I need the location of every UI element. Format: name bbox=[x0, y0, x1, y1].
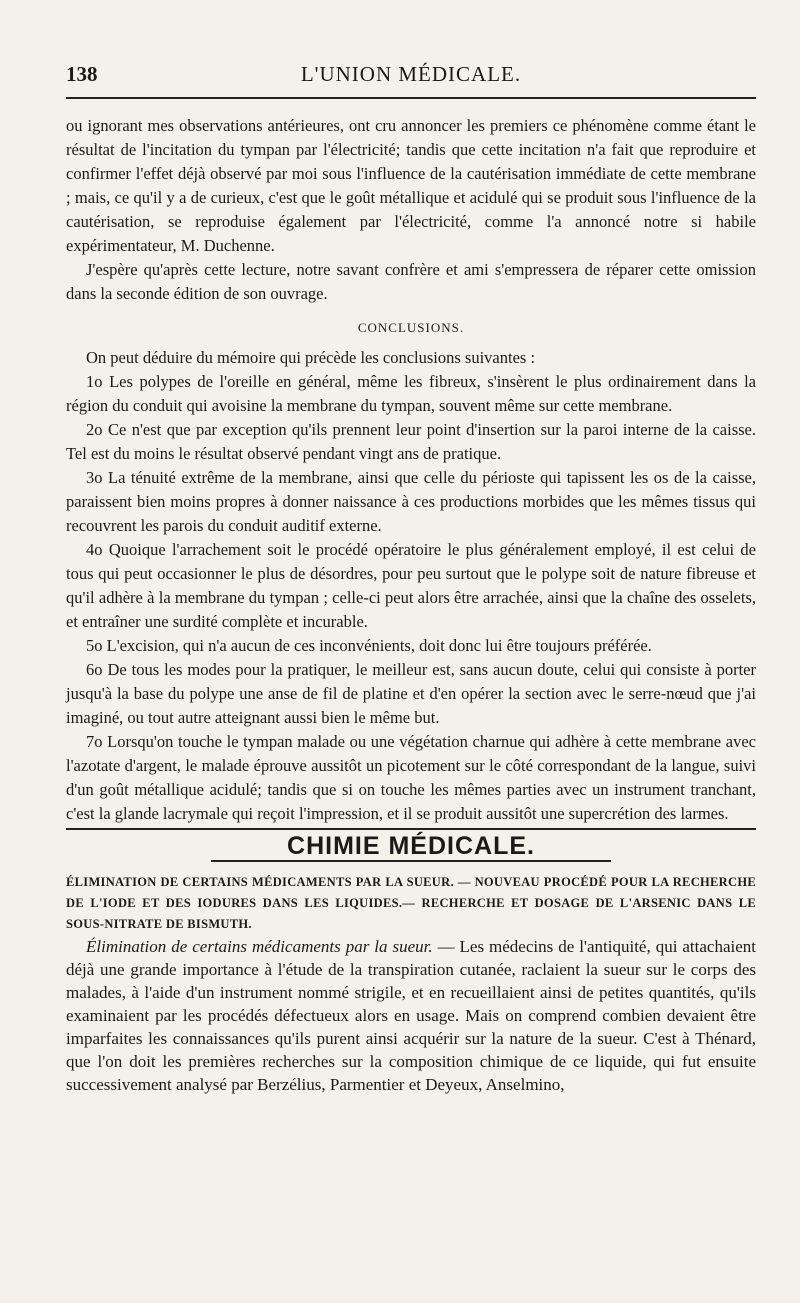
hope-paragraph: J'espère qu'après cette lecture, notre savant confrère et ami s'empressera de réparer cette omission dans la seconde édition de son ouvrage. bbox=[66, 260, 756, 303]
section-title-rule bbox=[211, 860, 611, 862]
continuation-paragraph: ou ignorant mes observations antérieures, ont cru annoncer les premiers ce phénomène comme étant le résultat de l'incitation du tympan par l'électricité; tandis que cette incitation n'a fait que reproduire et confirmer l'effet déjà observé par moi sous l'influence de la cautérisation immédiate de cette membrane ; mais, ce qu'il y a de curieux, c'est que le goût métallique et acidulé qui se produit sous l'influence de la cautérisation, se reproduise également par l'électricité, comme l'a annoncé notre si habile expérimentateur, M. Duchenne. bbox=[66, 116, 756, 255]
conclusions-title: CONCLUSIONS. bbox=[357, 320, 465, 335]
conclusions-intro: On peut déduire du mémoire qui précède les conclusions suivantes : bbox=[86, 348, 536, 367]
conclusion-item: 1o Les polypes de l'oreille en général, même les fibreux, s'insèrent le plus ordinairement dans la région du conduit qui avoisine la membrane du tympan, souvent même sur cette membrane. bbox=[66, 372, 756, 415]
running-head bbox=[66, 62, 756, 92]
page-number: 138 bbox=[66, 62, 98, 86]
conclusion-item: 7o Lorsqu'on touche le tympan malade ou une végétation charnue qui adhère à cette membrane avec l'azotate d'argent, le malade éprouve aussitôt un picotement sur le côté correspondant de la langue, suivi d'un goût métallique acidulé; tandis que si on touche les mêmes parties avec un instrument tranchant, c'est la glande lacrymale qui reçoit l'impression, et il se produit aussitôt une supercrétion des larmes. bbox=[66, 732, 756, 823]
conclusion-item: 3o La ténuité extrême de la membrane, ainsi que celle du périoste qui tapissent les os de la caisse, paraissent bien moins propres à donner naissance à ces productions morbides que les mêmes tissus qui recouvrent les parois du conduit auditif externe. bbox=[66, 468, 756, 535]
journal-title: L'UNION MÉDICALE. bbox=[300, 62, 522, 86]
conclusion-item: 6o De tous les modes pour la pratiquer, le meilleur est, sans aucun doute, celui qui consiste à porter jusqu'à la base du polype une anse de fil de platine et d'en opérer la section avec le serre-nœud que j'ai imaginé, ou tout autre atteignant aussi bien le même but. bbox=[66, 660, 756, 727]
chimie-paragraph bbox=[66, 935, 756, 1096]
paragraph-body: — Les médecins de l'antiquité, qui attachaient déjà une grande importance à l'étude de la transpiration cutanée, raclaient la sueur sur le corps des malades, à l'aide d'un instrument nommé strigile, et en recueillaient ainsi de petites quantités, qu'ils examinaient par les procédés défectueux alors en usage. Mais on comprend combien devaient être imparfaites les connaissances qu'ils purent ainsi acquérir sur la nature de la sueur. C'est à Thénard, que l'on doit les premières recherches sur la composition chimique de ce liquide, qui fut ensuite successivement analysé par Berzélius, Parmentier et Deyeux, Anselmino, bbox=[66, 937, 756, 1094]
header-rule bbox=[66, 97, 756, 99]
paragraph-lead: Élimination de certains médicaments par la sueur. bbox=[86, 937, 433, 956]
body-text bbox=[66, 114, 756, 1096]
conclusion-item: 2o Ce n'est que par exception qu'ils prennent leur point d'insertion sur la paroi interne de la caisse. Tel est du moins le résultat observé pendant vingt ans de pratique. bbox=[66, 420, 756, 463]
conclusion-item: 4o Quoique l'arrachement soit le procédé opératoire le plus généralement employé, il est celui de tous qui peut occasionner le plus de désordres, pour peu surtout que le polype soit de nature fibreuse et qu'il adhère à la membrane du tympan ; celle-ci peut alors être arrachée, ainsi que la chaîne des osselets, et entraîner une surdité complète et incurable. bbox=[66, 540, 756, 631]
section-separator bbox=[66, 828, 756, 830]
section-title: CHIMIE MÉDICALE. bbox=[287, 832, 535, 860]
conclusion-item: 5o L'excision, qui n'a aucun de ces inconvénients, doit donc lui être toujours préférée. bbox=[86, 636, 652, 655]
section-subheading: ÉLIMINATION DE CERTAINS MÉDICAMENTS PAR LA SUEUR. — NOUVEAU PROCÉDÉ POUR LA RECHERCHE DE L'IODE ET DES IODURES DANS LES LIQUIDES.— RECHERCHE ET DOSAGE DE L'ARSENIC DANS LE SOUS-NITRATE DE BISMUTH. bbox=[66, 875, 756, 931]
